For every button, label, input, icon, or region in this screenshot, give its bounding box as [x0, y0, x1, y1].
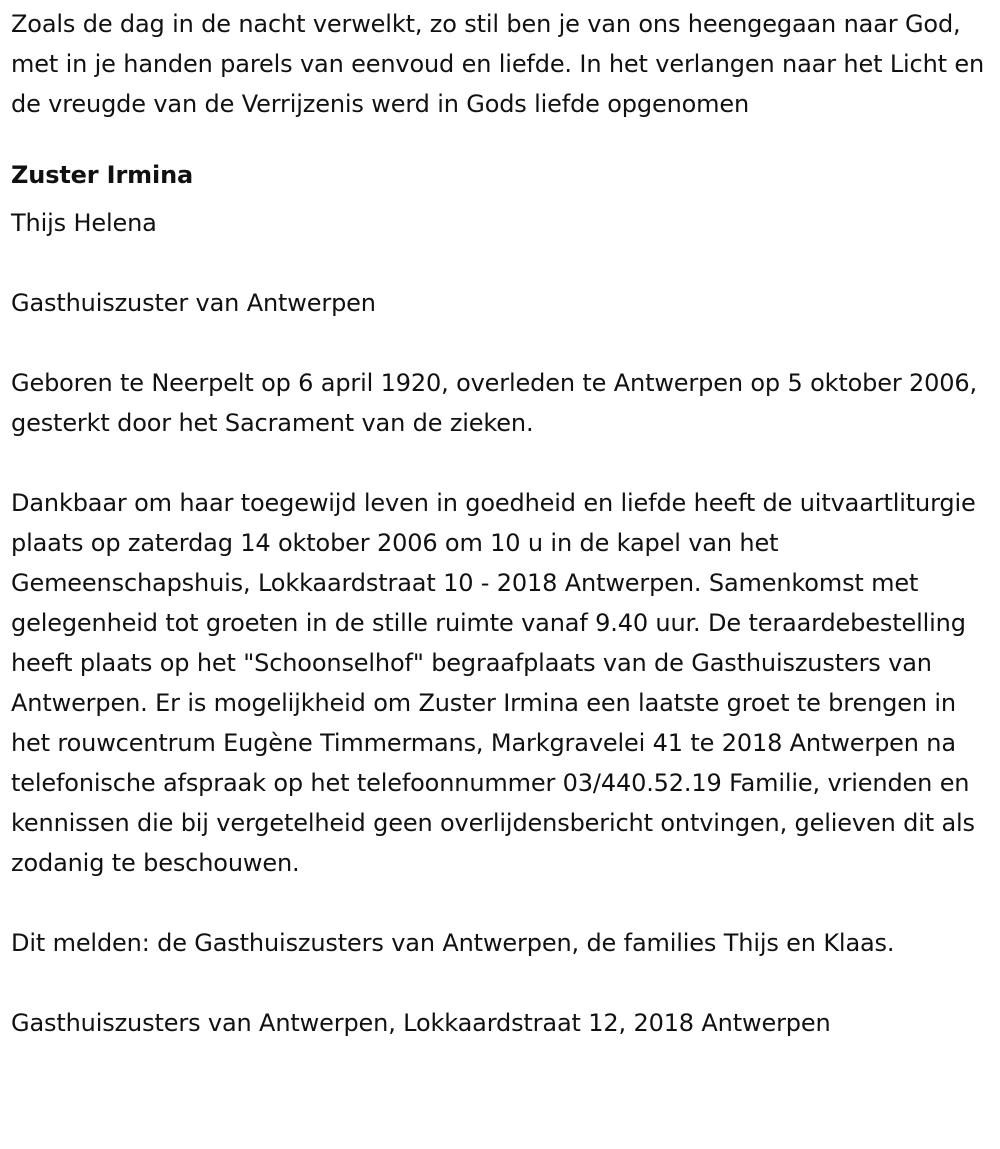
- congregation: Gasthuiszuster van Antwerpen: [11, 289, 376, 317]
- announced-by: Dit melden: de Gasthuiszusters van Antwerpen, de families Thijs en Klaas.: [11, 929, 895, 957]
- civil-name: Thijs Helena: [11, 209, 157, 237]
- religious-name: Zuster Irmina: [11, 161, 194, 189]
- funeral-paragraph: Dankbaar om haar toegewijd leven in goedheid en liefde heeft de uitvaartliturgie plaats op zaterdag 14 oktober 2006 om 10 u in de kapel van het Gemeenschapshuis, Lokkaardstraat 10 - 2018 Antwerpen. Samenkomst met gelegenheid tot groeten in de stille ruimte vanaf 9.40 uur. De teraardebestelling heeft plaats op het "Schoonselhof" begraafplaats van de Gasthuiszusters van Antwerpen. Er is mogelijkheid om Zuster Irmina een laatste groet te brengen in het rouwcentrum Eugène Timmermans, Markgravelei 41 te 2018 Antwerpen na telefonische afspraak op het telefoonnummer 03/440.52.19 Familie, vrienden en kennissen die bij vergetelheid geen overlijdensbericht ontvingen, gelieven dit als zodanig te beschouwen.: [11, 489, 976, 877]
- birth-death-paragraph: Geboren te Neerpelt op 6 april 1920, overleden te Antwerpen op 5 oktober 2006, gesterkt door het Sacrament van de zieken.: [11, 369, 978, 437]
- intro-paragraph: Zoals de dag in de nacht verwelkt, zo stil ben je van ons heengegaan naar God, met in je handen parels van eenvoud en liefde. In het verlangen naar het Licht en de vreugde van de Verrijzenis werd in Gods liefde opgenomen: [11, 10, 985, 118]
- address-line: Gasthuiszusters van Antwerpen, Lokkaardstraat 12, 2018 Antwerpen: [11, 1009, 831, 1037]
